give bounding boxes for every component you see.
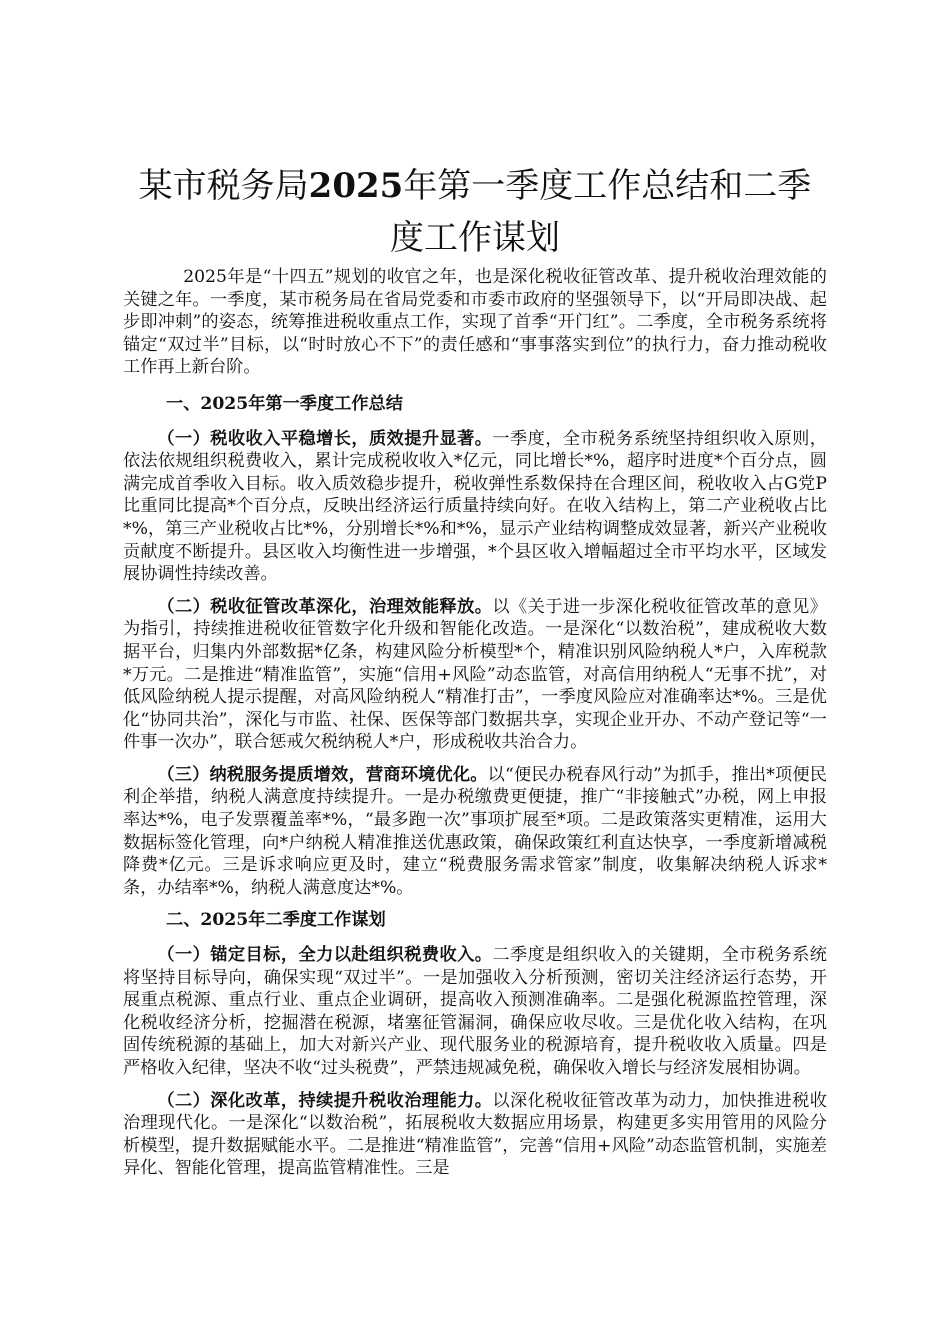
item-body: 一季度，全市税务系统坚持组织收入原则，依法依规组织税费收入，累计完成税收收入*亿元，同比增长*%，超序时进度*个百分点，圆满完成首季收入目标。收入质效稳步提升，税收弹性系数保持在合理区间，税收收入占G党P比重同比提高*个百分点，反映出经济运行质量持续向好。在收入结构上，第二产业税收占比*%，第三产业税收占比*%，分别增长*%和*%，显示产业结构调整成效显著，新兴产业税收贡献度不断提升。县区收入均衡性进一步增强，*个县区收入增幅超过全市平均水平，区域发展协调性持续改善。 — [123, 428, 827, 585]
title-year: 2025 — [308, 166, 404, 206]
item-body: 二季度是组织收入的关键期，全市税务系统将坚持目标导向，确保实现“双过半”。一是加强收入分析预测，密切关注经济运行态势，开展重点税源、重点行业、重点企业调研，提高收入预测准确率。二是强化税源监控管理，深化税收经济分析，挖掘潜在税源，堵塞征管漏洞，确保应收尽收。三是优化收入结构，在巩固传统税源的基础上，加大对新兴产业、现代服务业的税源培育，提升税收收入质量。四是严格收入纪律，坚决不收“过头税费”，严禁违规减免税，确保收入增长与经济发展相协调。 — [123, 945, 827, 1078]
section-2-item-2 — [123, 1090, 827, 1180]
section-1-heading: 一、2025年第一季度工作总结 — [166, 393, 403, 414]
title-part-1: 某市税务局 — [138, 166, 309, 206]
item-lead: （二）深化改革，持续提升税收治理能力。 — [157, 1090, 493, 1111]
document-title — [123, 160, 827, 264]
section-1-item-3 — [123, 764, 827, 900]
title-part-2: 年第一季度工作总结和二季度工作谋划 — [390, 166, 812, 258]
section-1-item-1 — [123, 428, 827, 586]
section-2-heading: 二、2025年二季度工作谋划 — [166, 910, 386, 931]
item-lead: （三）纳税服务提质增效，营商环境优化。 — [157, 764, 488, 785]
item-body: 以“便民办税春风行动”为抓手，推出*项便民利企举措，纳税人满意度持续提升。一是办税缴费更便捷，推广“非接触式”办税，网上申报率达*%，电子发票覆盖率*%，“最多跑一次”事项扩展至*项。二是政策落实更精准，运用大数据标签化管理，向*户纳税人精准推送优惠政策，确保政策红利直达快享，一季度新增减税降费*亿元。三是诉求响应更及时，建立“税费服务需求管家”制度，收集解决纳税人诉求*条，办结率*%，纳税人满意度达*%。 — [123, 764, 827, 898]
section-2-item-1 — [123, 944, 827, 1080]
item-lead: （一）锚定目标，全力以赴组织税费收入。 — [157, 945, 493, 966]
item-lead: （二）税收征管改革深化，治理效能释放。 — [157, 596, 493, 617]
item-lead: （一）税收收入平稳增长，质效提升显著。 — [157, 428, 493, 449]
document-page — [123, 160, 827, 1190]
section-1-item-2 — [123, 596, 827, 754]
intro-paragraph: 2025年是“十四五”规划的收官之年，也是深化税收征管改革、提升税收治理效能的关键之年。一季度，某市税务局在省局党委和市委市政府的坚强领导下，以“开局即决战、起步即冲刺”的姿态，统筹推进税收重点工作，实现了首季“开门红”。二季度，全市税务系统将锚定“双过半”目标，以“时时放心不下”的责任感和“事事落实到位”的执行力，奋力推动税收工作再上新台阶。 — [123, 267, 827, 378]
item-body: 以《关于进一步深化税收征管改革的意见》为指引，持续推进税收征管数字化升级和智能化改造。一是深化“以数治税”，建成税收大数据平台，归集内外部数据*亿条，构建风险分析模型*个，精准识别风险纳税人*户，入库税款*万元。二是推进“精准监管”，实施“信用+风险”动态监管，对高信用纳税人“无事不扰”，对低风险纳税人提示提醒，对高风险纳税人“精准打击”，一季度风险应对准确率达*%。三是优化“协同共治”，深化与市监、社保、医保等部门数据共享，实现企业开办、不动产登记等“一件事一次办”，联合惩戒欠税纳税人*户，形成税收共治合力。 — [123, 596, 827, 753]
item-body: 以深化税收征管改革为动力，加快推进税收治理现代化。一是深化“以数治税”，拓展税收大数据应用场景，构建更多实用管用的风险分析模型，提升数据赋能水平。二是推进“精准监管”，完善“信用+风险”动态监管机制，实施差异化、智能化管理，提高监管精准性。三是 — [123, 1090, 827, 1179]
